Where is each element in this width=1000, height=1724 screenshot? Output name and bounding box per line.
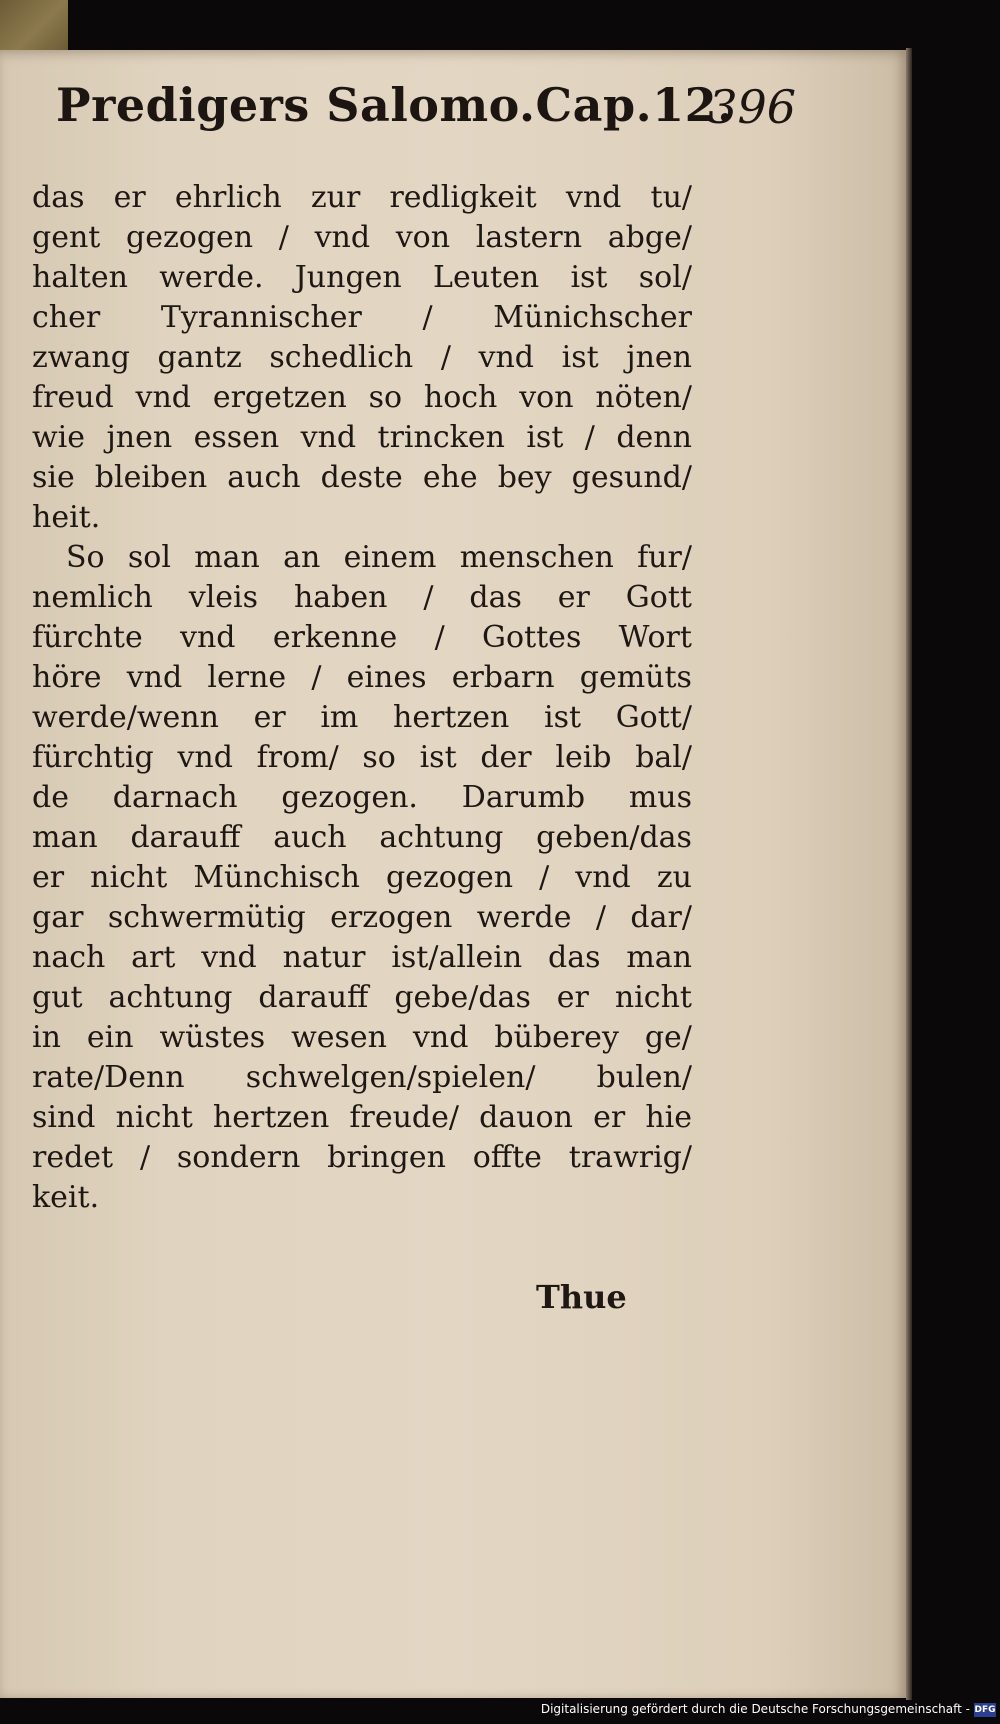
text-line-paragraph-start: So sol man an einem menschen fur/ [66, 540, 692, 575]
text-line: werde/wenn er im hertzen ist Gott/ [32, 700, 692, 735]
text-line: gent gezogen / vnd von lastern abge/ [32, 220, 692, 255]
catchword: Thue [536, 1278, 627, 1316]
text-line: nemlich vleis haben / das er Gott [32, 580, 692, 615]
text-line: wie jnen essen vnd trincken ist / denn [32, 420, 692, 455]
text-line: heit. [32, 500, 101, 535]
text-line: er nicht Münchisch gezogen / vnd zu [32, 860, 692, 895]
text-line: sie bleiben auch deste ehe bey gesund/ [32, 460, 692, 495]
text-line: cher Tyrannischer / Münichscher [32, 300, 692, 335]
text-line: rate/Denn schwelgen/spielen/ bulen/ [32, 1060, 692, 1095]
text-line: nach art vnd natur ist/allein das man [32, 940, 692, 975]
text-line: zwang gantz schedlich / vnd ist jnen [32, 340, 692, 375]
page-header [56, 78, 796, 158]
text-line: de darnach gezogen. Darumb mus [32, 780, 692, 815]
text-line: höre vnd lerne / eines erbarn gemüts [32, 660, 692, 695]
page-edge-shadow [906, 48, 912, 1700]
text-line: man darauff auch achtung geben/das [32, 820, 692, 855]
footer-credit: Digitalisierung gefördert durch die Deutsche Forschungsgemeinschaft - [540, 1702, 970, 1716]
text-line: halten werde. Jungen Leuten ist sol/ [32, 260, 692, 295]
text-line: fürchte vnd erkenne / Gottes Wort [32, 620, 692, 655]
binding-corner-scrap [0, 0, 68, 52]
text-line: in ein wüstes wesen vnd büberey ge/ [32, 1020, 692, 1055]
text-line: redet / sondern bringen offte trawrig/ [32, 1140, 692, 1175]
text-line: fürchtig vnd from/ so ist der leib bal/ [32, 740, 692, 775]
text-line: keit. [32, 1180, 100, 1215]
text-line: das er ehrlich zur redligkeit vnd tu/ [32, 180, 692, 215]
running-head: Predigers Salomo.Cap.12. [56, 78, 734, 132]
text-line: gar schwermütig erzogen werde / dar/ [32, 900, 692, 935]
text-line: freud vnd ergetzen so hoch von nöten/ [32, 380, 692, 415]
folio-number: 396 [708, 80, 796, 134]
body-text [32, 178, 692, 1218]
text-line: sind nicht hertzen freude/ dauon er hie [32, 1100, 692, 1135]
text-line: gut achtung darauff gebe/das er nicht [32, 980, 692, 1015]
dfg-logo: DFG [974, 1705, 996, 1715]
